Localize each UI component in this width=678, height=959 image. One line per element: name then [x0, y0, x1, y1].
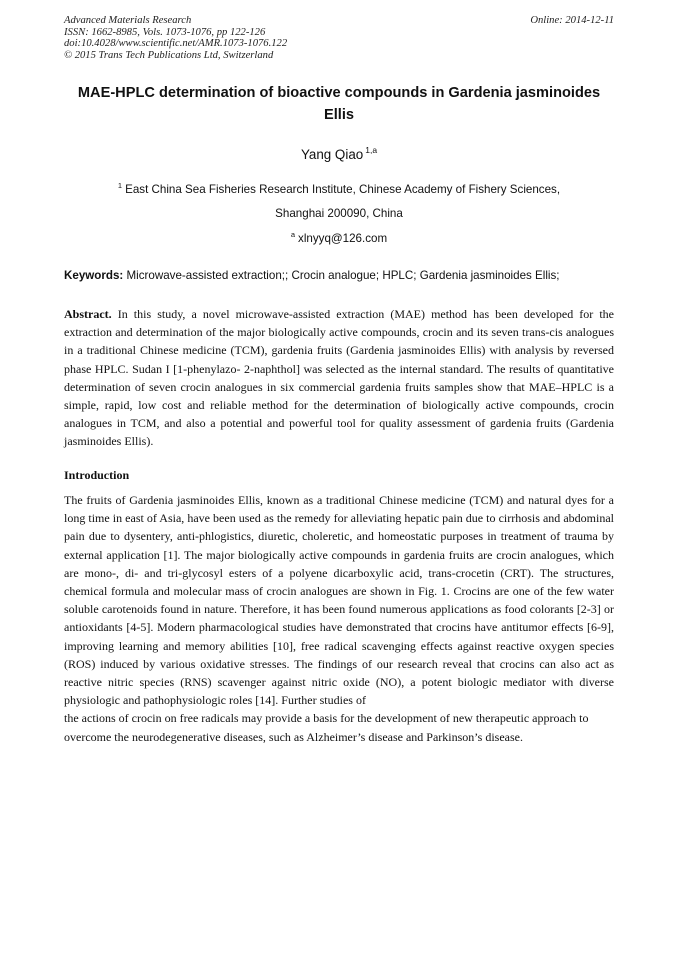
keywords-label: Keywords: [64, 269, 124, 282]
affiliation-line-1 [64, 181, 614, 196]
abstract [64, 305, 614, 451]
keywords-text: Microwave-assisted extraction;; Crocin analogue; HPLC; Gardenia jasminoides Ellis; [123, 269, 560, 282]
issn-line: ISSN: 1662-8985, Vols. 1073-1076, pp 122-126 [64, 26, 266, 38]
introduction-heading: Introduction [64, 468, 130, 482]
email-address: xlnyyq@126.com [298, 232, 388, 245]
author-superscript: 1,a [365, 145, 378, 155]
journal-header [64, 15, 287, 61]
affiliation-text-1: East China Sea Fisheries Research Institute, Chinese Academy of Fishery Sciences, [125, 183, 561, 196]
abstract-label: Abstract. [64, 307, 112, 321]
author-line [64, 145, 614, 162]
online-date: Online: 2014-12-11 [530, 15, 614, 26]
introduction-paragraph-2: the actions of crocin on free radicals may provide a basis for the development of new therapeutic approach to overcome the neurodegenerative diseases, such as Alzheimer’s disease and Parkinson’s disease. [64, 711, 589, 744]
doi-line: doi:10.4028/www.scientific.net/AMR.1073-1076.122 [64, 38, 288, 50]
author-name: Yang Qiao [300, 147, 364, 162]
affiliation-line-2: Shanghai 200090, China [275, 207, 403, 220]
email-line [64, 230, 614, 245]
email-superscript: a [290, 230, 296, 239]
journal-name: Advanced Materials Research [64, 15, 192, 26]
paper-title: MAE-HPLC determination of bioactive compounds in Gardenia jasminoides Ellis [77, 85, 601, 123]
introduction-paragraph-1: The fruits of Gardenia jasminoides Ellis, known as a traditional Chinese medicine (TCM) and natural dyes for a long time in east of Asia, have been used as the remedy for alleviating hepatic pain due to cirrhosis and abdominal pain due to dysentery, anti-phlogistics, diuretic, choleretic, and homeostatic purposes in treatment of trauma by external application [1]. The major biologically active compounds in gardenia fruits are crocin analogues, which are mono-, di- and tri-glycosyl esters of a polyene dicarboxylic acid, trans-crocetin (CRT). The structures, chemical formula and molecular mass of crocin analogues are shown in Fig. 1. Crocins are one of the few water soluble carotenoids found in nature. Therefore, it has been found numerous applications as food colorants [2-3] or antioxidants [4-5]. Modern pharmacological studies have demonstrated that crocins have antitumor effects [6-9], improving learning and memory abilities [10], free radical scavenging effects against reactive oxygen species (ROS) induced by various oxidative stresses. The findings of our research reveal that crocins can also act as reactive nitric species (RNS) scavenger against nitric oxide (NO), a potent biologic mediator with diverse physiologic and pathophysiologic roles [14]. Further studies of [64, 493, 614, 708]
affiliation-superscript: 1 [117, 181, 123, 190]
abstract-text: In this study, a novel microwave-assisted extraction (MAE) method has been developed for the extraction and determination of the major biologically active compounds, crocin and its seven trans-cis analogues in a traditional Chinese medicine (TCM), gardenia fruits (Gardenia jasminoides Ellis) with analysis by reversed phase HPLC. Sudan I [1-phenylazo- 2-naphthol] was selected as the internal standard. The results of quantitative determination of seven crocin analogues in six commercial gardenia fruits samples show that MAE–HPLC is a simple, rapid, low cost and reliable method for the determination of biologically active compounds, crocin analogues in TCM, and also a potential and powerful tool for quality assessment of gardenia fruits (Gardenia jasminoides Ellis). [64, 307, 614, 449]
introduction-body [64, 491, 614, 746]
copyright-line: © 2015 Trans Tech Publications Ltd, Switzerland [64, 49, 274, 61]
keywords [64, 269, 624, 282]
